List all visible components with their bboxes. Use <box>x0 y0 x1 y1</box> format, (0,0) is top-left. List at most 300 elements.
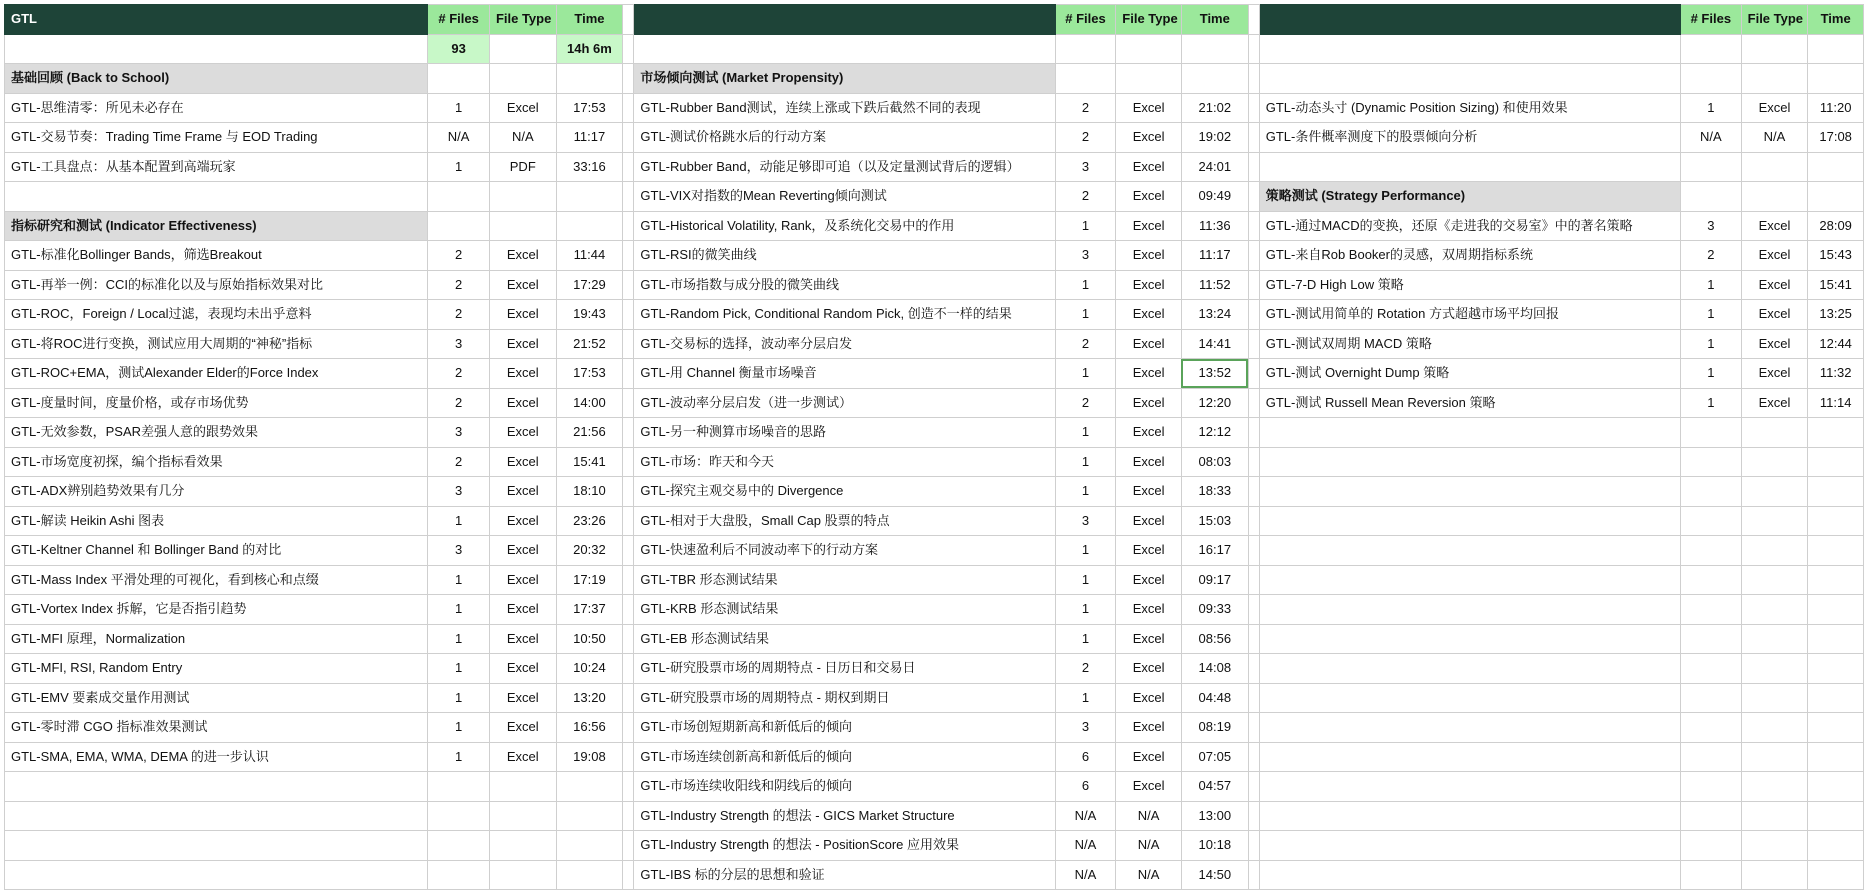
lesson-title-cell[interactable]: GTL-探究主观交易中的 Divergence <box>634 477 1055 507</box>
cell[interactable] <box>1681 506 1742 536</box>
gap-cell[interactable] <box>623 654 634 684</box>
duration-cell[interactable]: 23:26 <box>556 506 623 536</box>
gap-cell[interactable] <box>1248 5 1259 35</box>
lesson-title-cell[interactable]: GTL-条件概率测度下的股票倾向分析 <box>1259 123 1680 153</box>
file-count-cell[interactable]: 2 <box>1055 123 1116 153</box>
file-type-cell[interactable]: Excel <box>489 654 556 684</box>
gap-cell[interactable] <box>623 565 634 595</box>
file-count-cell[interactable]: 2 <box>1055 182 1116 212</box>
duration-cell[interactable]: 15:41 <box>1808 270 1864 300</box>
file-type-cell[interactable]: Excel <box>1116 388 1182 418</box>
file-count-cell[interactable]: 3 <box>428 329 490 359</box>
gap-cell[interactable] <box>1248 860 1259 890</box>
cell[interactable] <box>556 211 623 241</box>
cell[interactable] <box>1681 477 1742 507</box>
file-count-cell[interactable]: 1 <box>1055 211 1116 241</box>
file-count-cell[interactable]: 3 <box>1055 713 1116 743</box>
lesson-title-cell[interactable]: GTL-7-D High Low 策略 <box>1259 270 1680 300</box>
lesson-title-cell[interactable]: GTL-市场：昨天和今天 <box>634 447 1055 477</box>
duration-cell[interactable]: 19:43 <box>556 300 623 330</box>
duration-cell[interactable]: 16:17 <box>1181 536 1248 566</box>
gap-cell[interactable] <box>1248 654 1259 684</box>
cell[interactable] <box>5 182 428 212</box>
cell[interactable] <box>1681 536 1742 566</box>
duration-cell[interactable]: 08:03 <box>1181 447 1248 477</box>
cell[interactable] <box>5 860 428 890</box>
file-type-cell[interactable]: Excel <box>489 477 556 507</box>
file-type-cell[interactable]: Excel <box>1116 654 1182 684</box>
lesson-title-cell[interactable]: GTL-VIX对指数的Mean Reverting倾向测试 <box>634 182 1055 212</box>
cell[interactable] <box>1681 742 1742 772</box>
cell[interactable] <box>1681 831 1742 861</box>
cell[interactable] <box>1808 713 1864 743</box>
cell[interactable] <box>634 34 1055 64</box>
gap-cell[interactable] <box>1248 123 1259 153</box>
file-count-cell[interactable]: 2 <box>428 241 490 271</box>
lesson-title-cell[interactable]: GTL-测试价格跳水后的行动方案 <box>634 123 1055 153</box>
total-time-cell[interactable]: 14h 6m <box>556 34 623 64</box>
lesson-title-cell[interactable]: GTL-Rubber Band测试，连续上涨或下跌后截然不同的表现 <box>634 93 1055 123</box>
file-count-cell[interactable]: 2 <box>428 388 490 418</box>
duration-cell[interactable]: 15:03 <box>1181 506 1248 536</box>
cell[interactable] <box>1808 801 1864 831</box>
file-count-cell[interactable]: 1 <box>1055 477 1116 507</box>
file-type-cell[interactable]: Excel <box>1116 93 1182 123</box>
lesson-title-cell[interactable]: GTL-零时滞 CGO 指标准效果测试 <box>5 713 428 743</box>
section-header-cell[interactable]: 市场倾向测试 (Market Propensity) <box>634 64 1055 94</box>
lesson-title-cell[interactable]: GTL-再举一例：CCI的标准化以及与原始指标效果对比 <box>5 270 428 300</box>
duration-cell[interactable]: 16:56 <box>556 713 623 743</box>
file-count-cell[interactable]: 1 <box>428 683 490 713</box>
file-type-cell[interactable]: Excel <box>1116 270 1182 300</box>
file-type-cell[interactable]: Excel <box>1116 241 1182 271</box>
cell[interactable] <box>1116 34 1182 64</box>
file-type-cell[interactable]: Excel <box>489 713 556 743</box>
cell[interactable] <box>428 211 490 241</box>
lesson-title-cell[interactable]: GTL-ROC，Foreign / Local过滤，表现均未出乎意料 <box>5 300 428 330</box>
file-count-cell[interactable]: 1 <box>428 565 490 595</box>
cell[interactable] <box>1681 64 1742 94</box>
header-title-cell[interactable] <box>634 5 1055 35</box>
duration-cell[interactable]: 17:37 <box>556 595 623 625</box>
file-type-cell[interactable]: PDF <box>489 152 556 182</box>
duration-cell[interactable]: 11:32 <box>1808 359 1864 389</box>
lesson-title-cell[interactable]: GTL-EMV 要素成交量作用测试 <box>5 683 428 713</box>
header-files-cell[interactable]: # Files <box>1681 5 1742 35</box>
duration-cell[interactable]: 17:53 <box>556 93 623 123</box>
file-count-cell[interactable]: 1 <box>1681 359 1742 389</box>
cell[interactable] <box>1259 683 1680 713</box>
header-type-cell[interactable]: File Type <box>1741 5 1808 35</box>
gap-cell[interactable] <box>1248 152 1259 182</box>
lesson-title-cell[interactable]: GTL-通过MACD的变换，还原《走进我的交易室》中的著名策略 <box>1259 211 1680 241</box>
cell[interactable] <box>1259 64 1680 94</box>
file-type-cell[interactable]: Excel <box>1116 683 1182 713</box>
file-type-cell[interactable]: Excel <box>1116 624 1182 654</box>
cell[interactable] <box>1681 34 1742 64</box>
file-count-cell[interactable]: 3 <box>428 536 490 566</box>
gap-cell[interactable] <box>623 93 634 123</box>
file-count-cell[interactable]: 2 <box>428 447 490 477</box>
lesson-title-cell[interactable]: GTL-快速盈利后不同波动率下的行动方案 <box>634 536 1055 566</box>
cell[interactable] <box>1741 772 1808 802</box>
duration-cell[interactable]: 12:12 <box>1181 418 1248 448</box>
lesson-title-cell[interactable]: GTL-ROC+EMA，测试Alexander Elder的Force Index <box>5 359 428 389</box>
gap-cell[interactable] <box>1248 241 1259 271</box>
gap-cell[interactable] <box>623 536 634 566</box>
gap-cell[interactable] <box>1248 772 1259 802</box>
cell[interactable] <box>1259 831 1680 861</box>
file-count-cell[interactable]: 1 <box>1055 300 1116 330</box>
gap-cell[interactable] <box>623 211 634 241</box>
lesson-title-cell[interactable]: GTL-IBS 标的分层的思想和验证 <box>634 860 1055 890</box>
lesson-title-cell[interactable]: GTL-测试用简单的 Rotation 方式超越市场平均回报 <box>1259 300 1680 330</box>
cell[interactable] <box>428 801 490 831</box>
gap-cell[interactable] <box>1248 182 1259 212</box>
cell[interactable] <box>1681 713 1742 743</box>
duration-cell[interactable]: 10:18 <box>1181 831 1248 861</box>
cell[interactable] <box>5 831 428 861</box>
cell[interactable] <box>489 64 556 94</box>
cell[interactable] <box>489 801 556 831</box>
duration-cell[interactable]: 11:17 <box>556 123 623 153</box>
gap-cell[interactable] <box>1248 447 1259 477</box>
file-count-cell[interactable]: 1 <box>1055 624 1116 654</box>
duration-cell[interactable]: 04:48 <box>1181 683 1248 713</box>
duration-cell[interactable]: 14:50 <box>1181 860 1248 890</box>
file-count-cell[interactable]: 3 <box>428 418 490 448</box>
lesson-title-cell[interactable]: GTL-波动率分层启发（进一步测试） <box>634 388 1055 418</box>
duration-cell[interactable]: 11:20 <box>1808 93 1864 123</box>
duration-cell[interactable]: 13:52 <box>1181 359 1248 389</box>
lesson-title-cell[interactable]: GTL-将ROC进行变换，测试应用大周期的“神秘”指标 <box>5 329 428 359</box>
lesson-title-cell[interactable]: GTL-Keltner Channel 和 Bollinger Band 的对比 <box>5 536 428 566</box>
file-type-cell[interactable]: Excel <box>1741 270 1808 300</box>
lesson-title-cell[interactable]: GTL-思维清零：所见未必存在 <box>5 93 428 123</box>
duration-cell[interactable]: 10:50 <box>556 624 623 654</box>
cell[interactable] <box>489 831 556 861</box>
lesson-title-cell[interactable]: GTL-市场连续创新高和新低后的倾向 <box>634 742 1055 772</box>
lesson-title-cell[interactable]: GTL-Historical Volatility, Rank，及系统化交易中的作用 <box>634 211 1055 241</box>
cell[interactable] <box>1259 742 1680 772</box>
cell[interactable] <box>1808 831 1864 861</box>
file-count-cell[interactable]: 6 <box>1055 772 1116 802</box>
gap-cell[interactable] <box>623 34 634 64</box>
file-count-cell[interactable]: 1 <box>1055 418 1116 448</box>
file-count-cell[interactable]: 3 <box>1055 152 1116 182</box>
cell[interactable] <box>1259 536 1680 566</box>
duration-cell[interactable]: 14:08 <box>1181 654 1248 684</box>
gap-cell[interactable] <box>1248 713 1259 743</box>
file-type-cell[interactable]: Excel <box>489 241 556 271</box>
file-type-cell[interactable]: Excel <box>489 359 556 389</box>
file-count-cell[interactable]: 1 <box>1681 300 1742 330</box>
cell[interactable] <box>1741 713 1808 743</box>
gap-cell[interactable] <box>623 742 634 772</box>
file-count-cell[interactable]: N/A <box>1681 123 1742 153</box>
cell[interactable] <box>1741 860 1808 890</box>
lesson-title-cell[interactable]: GTL-市场指数与成分股的微笑曲线 <box>634 270 1055 300</box>
lesson-title-cell[interactable]: GTL-市场创短期新高和新低后的倾向 <box>634 713 1055 743</box>
header-type-cell[interactable]: File Type <box>489 5 556 35</box>
duration-cell[interactable]: 19:02 <box>1181 123 1248 153</box>
cell[interactable] <box>556 64 623 94</box>
cell[interactable] <box>5 801 428 831</box>
cell[interactable] <box>1808 654 1864 684</box>
file-type-cell[interactable]: Excel <box>1116 595 1182 625</box>
cell[interactable] <box>1741 831 1808 861</box>
duration-cell[interactable]: 12:20 <box>1181 388 1248 418</box>
gap-cell[interactable] <box>623 359 634 389</box>
file-count-cell[interactable]: 1 <box>428 742 490 772</box>
duration-cell[interactable]: 09:17 <box>1181 565 1248 595</box>
cell[interactable] <box>5 34 428 64</box>
duration-cell[interactable]: 11:44 <box>556 241 623 271</box>
lesson-title-cell[interactable]: GTL-研究股票市场的周期特点 - 日历日和交易日 <box>634 654 1055 684</box>
file-type-cell[interactable]: Excel <box>1116 152 1182 182</box>
file-type-cell[interactable]: Excel <box>1116 418 1182 448</box>
lesson-title-cell[interactable]: GTL-ADX辨别趋势效果有几分 <box>5 477 428 507</box>
duration-cell[interactable]: 15:43 <box>1808 241 1864 271</box>
file-type-cell[interactable]: Excel <box>1116 536 1182 566</box>
header-time-cell[interactable]: Time <box>1181 5 1248 35</box>
lesson-title-cell[interactable]: GTL-用 Channel 衡量市场噪音 <box>634 359 1055 389</box>
file-count-cell[interactable]: 1 <box>428 93 490 123</box>
file-type-cell[interactable]: Excel <box>489 418 556 448</box>
cell[interactable] <box>1808 536 1864 566</box>
lesson-title-cell[interactable]: GTL-无效参数，PSAR差强人意的跟势效果 <box>5 418 428 448</box>
header-type-cell[interactable]: File Type <box>1116 5 1182 35</box>
duration-cell[interactable]: 12:44 <box>1808 329 1864 359</box>
cell[interactable] <box>1259 565 1680 595</box>
duration-cell[interactable]: 28:09 <box>1808 211 1864 241</box>
duration-cell[interactable]: 11:36 <box>1181 211 1248 241</box>
duration-cell[interactable]: 21:56 <box>556 418 623 448</box>
duration-cell[interactable]: 20:32 <box>556 536 623 566</box>
cell[interactable] <box>1741 64 1808 94</box>
cell[interactable] <box>1741 536 1808 566</box>
gap-cell[interactable] <box>623 772 634 802</box>
file-count-cell[interactable]: 1 <box>428 152 490 182</box>
lesson-title-cell[interactable]: GTL-测试 Russell Mean Reversion 策略 <box>1259 388 1680 418</box>
cell[interactable] <box>1808 565 1864 595</box>
cell[interactable] <box>1741 152 1808 182</box>
cell[interactable] <box>1681 624 1742 654</box>
lesson-title-cell[interactable]: GTL-Rubber Band，动能足够即可追（以及定量测试背后的逻辑） <box>634 152 1055 182</box>
gap-cell[interactable] <box>623 713 634 743</box>
file-type-cell[interactable]: Excel <box>1741 359 1808 389</box>
file-type-cell[interactable]: Excel <box>489 270 556 300</box>
cell[interactable] <box>1808 418 1864 448</box>
file-count-cell[interactable]: 3 <box>1055 241 1116 271</box>
file-type-cell[interactable]: Excel <box>489 565 556 595</box>
gap-cell[interactable] <box>623 477 634 507</box>
cell[interactable] <box>1259 713 1680 743</box>
file-count-cell[interactable]: 1 <box>428 595 490 625</box>
cell[interactable] <box>1681 447 1742 477</box>
cell[interactable] <box>1808 182 1864 212</box>
file-type-cell[interactable]: Excel <box>489 506 556 536</box>
duration-cell[interactable]: 19:08 <box>556 742 623 772</box>
duration-cell[interactable]: 14:00 <box>556 388 623 418</box>
cell[interactable] <box>1808 506 1864 536</box>
duration-cell[interactable]: 13:00 <box>1181 801 1248 831</box>
file-count-cell[interactable]: 2 <box>1055 654 1116 684</box>
cell[interactable] <box>1259 801 1680 831</box>
file-count-cell[interactable]: 1 <box>1681 329 1742 359</box>
cell[interactable] <box>1741 418 1808 448</box>
section-header-cell[interactable]: 策略测试 (Strategy Performance) <box>1259 182 1680 212</box>
file-count-cell[interactable]: 1 <box>428 713 490 743</box>
cell[interactable] <box>489 34 556 64</box>
duration-cell[interactable]: 13:20 <box>556 683 623 713</box>
cell[interactable] <box>1681 182 1742 212</box>
cell[interactable] <box>1681 152 1742 182</box>
gap-cell[interactable] <box>623 595 634 625</box>
lesson-title-cell[interactable]: GTL-SMA, EMA, WMA, DEMA 的进一步认识 <box>5 742 428 772</box>
file-type-cell[interactable]: Excel <box>489 447 556 477</box>
cell[interactable] <box>1181 64 1248 94</box>
cell[interactable] <box>489 860 556 890</box>
gap-cell[interactable] <box>1248 683 1259 713</box>
gap-cell[interactable] <box>623 683 634 713</box>
gap-cell[interactable] <box>623 447 634 477</box>
file-type-cell[interactable]: N/A <box>1116 860 1182 890</box>
file-count-cell[interactable]: 3 <box>1055 506 1116 536</box>
file-type-cell[interactable]: N/A <box>489 123 556 153</box>
lesson-title-cell[interactable]: GTL-测试 Overnight Dump 策略 <box>1259 359 1680 389</box>
lesson-title-cell[interactable]: GTL-MFI 原理，Normalization <box>5 624 428 654</box>
duration-cell[interactable]: 11:14 <box>1808 388 1864 418</box>
file-count-cell[interactable]: 2 <box>428 359 490 389</box>
gap-cell[interactable] <box>1248 506 1259 536</box>
cell[interactable] <box>428 64 490 94</box>
cell[interactable] <box>556 801 623 831</box>
file-type-cell[interactable]: Excel <box>1116 329 1182 359</box>
file-count-cell[interactable]: 1 <box>428 506 490 536</box>
lesson-title-cell[interactable]: GTL-MFI, RSI, Random Entry <box>5 654 428 684</box>
cell[interactable] <box>1259 506 1680 536</box>
duration-cell[interactable]: 21:02 <box>1181 93 1248 123</box>
gap-cell[interactable] <box>1248 595 1259 625</box>
lesson-title-cell[interactable]: GTL-市场连续收阳线和阴线后的倾向 <box>634 772 1055 802</box>
cell[interactable] <box>1259 654 1680 684</box>
gap-cell[interactable] <box>623 270 634 300</box>
gap-cell[interactable] <box>623 329 634 359</box>
cell[interactable] <box>1116 64 1182 94</box>
file-type-cell[interactable]: Excel <box>1741 329 1808 359</box>
total-files-cell[interactable]: 93 <box>428 34 490 64</box>
duration-cell[interactable]: 04:57 <box>1181 772 1248 802</box>
file-count-cell[interactable]: 1 <box>1681 388 1742 418</box>
cell[interactable] <box>489 182 556 212</box>
cell[interactable] <box>1259 595 1680 625</box>
gap-cell[interactable] <box>1248 624 1259 654</box>
file-type-cell[interactable]: Excel <box>1116 447 1182 477</box>
cell[interactable] <box>1741 742 1808 772</box>
file-type-cell[interactable]: Excel <box>489 329 556 359</box>
file-type-cell[interactable]: Excel <box>1741 241 1808 271</box>
file-count-cell[interactable]: 3 <box>1681 211 1742 241</box>
gap-cell[interactable] <box>1248 211 1259 241</box>
gap-cell[interactable] <box>623 5 634 35</box>
gap-cell[interactable] <box>623 860 634 890</box>
duration-cell[interactable]: 08:56 <box>1181 624 1248 654</box>
file-type-cell[interactable]: Excel <box>489 742 556 772</box>
duration-cell[interactable]: 17:29 <box>556 270 623 300</box>
cell[interactable] <box>1259 624 1680 654</box>
cell[interactable] <box>1741 506 1808 536</box>
duration-cell[interactable]: 18:10 <box>556 477 623 507</box>
gap-cell[interactable] <box>1248 536 1259 566</box>
cell[interactable] <box>1808 152 1864 182</box>
file-count-cell[interactable]: 1 <box>1055 565 1116 595</box>
duration-cell[interactable]: 13:25 <box>1808 300 1864 330</box>
file-count-cell[interactable]: 3 <box>428 477 490 507</box>
file-count-cell[interactable]: 1 <box>1055 270 1116 300</box>
lesson-title-cell[interactable]: GTL-研究股票市场的周期特点 - 期权到期日 <box>634 683 1055 713</box>
cell[interactable] <box>556 772 623 802</box>
file-count-cell[interactable]: 1 <box>1055 359 1116 389</box>
duration-cell[interactable]: 33:16 <box>556 152 623 182</box>
gap-cell[interactable] <box>1248 742 1259 772</box>
cell[interactable] <box>1741 624 1808 654</box>
file-count-cell[interactable]: 1 <box>1681 93 1742 123</box>
header-files-cell[interactable]: # Files <box>1055 5 1116 35</box>
lesson-title-cell[interactable]: GTL-市场宽度初探，编个指标看效果 <box>5 447 428 477</box>
cell[interactable] <box>1741 34 1808 64</box>
cell[interactable] <box>1681 418 1742 448</box>
duration-cell[interactable]: 11:52 <box>1181 270 1248 300</box>
file-count-cell[interactable]: 1 <box>1055 683 1116 713</box>
cell[interactable] <box>428 860 490 890</box>
lesson-title-cell[interactable]: GTL-Random Pick, Conditional Random Pick, 创造不一样的结果 <box>634 300 1055 330</box>
duration-cell[interactable]: 17:53 <box>556 359 623 389</box>
file-type-cell[interactable]: Excel <box>1116 713 1182 743</box>
lesson-title-cell[interactable]: GTL-Industry Strength 的想法 - PositionScore 应用效果 <box>634 831 1055 861</box>
gap-cell[interactable] <box>1248 270 1259 300</box>
lesson-title-cell[interactable]: GTL-Mass Index 平滑处理的可视化，看到核心和点缀 <box>5 565 428 595</box>
gap-cell[interactable] <box>623 123 634 153</box>
cell[interactable] <box>1741 447 1808 477</box>
duration-cell[interactable]: 10:24 <box>556 654 623 684</box>
gap-cell[interactable] <box>623 418 634 448</box>
cell[interactable] <box>1808 477 1864 507</box>
cell[interactable] <box>1808 772 1864 802</box>
lesson-title-cell[interactable]: GTL-KRB 形态测试结果 <box>634 595 1055 625</box>
cell[interactable] <box>428 182 490 212</box>
cell[interactable] <box>1259 447 1680 477</box>
cell[interactable] <box>428 831 490 861</box>
cell[interactable] <box>1741 565 1808 595</box>
gap-cell[interactable] <box>623 801 634 831</box>
file-count-cell[interactable]: 1 <box>1055 536 1116 566</box>
cell[interactable] <box>1741 477 1808 507</box>
lesson-title-cell[interactable]: GTL-另一种测算市场噪音的思路 <box>634 418 1055 448</box>
gap-cell[interactable] <box>623 241 634 271</box>
gap-cell[interactable] <box>1248 418 1259 448</box>
cell[interactable] <box>1259 477 1680 507</box>
gap-cell[interactable] <box>1248 93 1259 123</box>
lesson-title-cell[interactable]: GTL-TBR 形态测试结果 <box>634 565 1055 595</box>
gap-cell[interactable] <box>1248 359 1259 389</box>
file-type-cell[interactable]: Excel <box>1116 565 1182 595</box>
gap-cell[interactable] <box>1248 329 1259 359</box>
section-header-cell[interactable]: 基础回顾 (Back to School) <box>5 64 428 94</box>
file-type-cell[interactable]: Excel <box>1116 300 1182 330</box>
file-count-cell[interactable]: 1 <box>428 654 490 684</box>
cell[interactable] <box>1259 418 1680 448</box>
